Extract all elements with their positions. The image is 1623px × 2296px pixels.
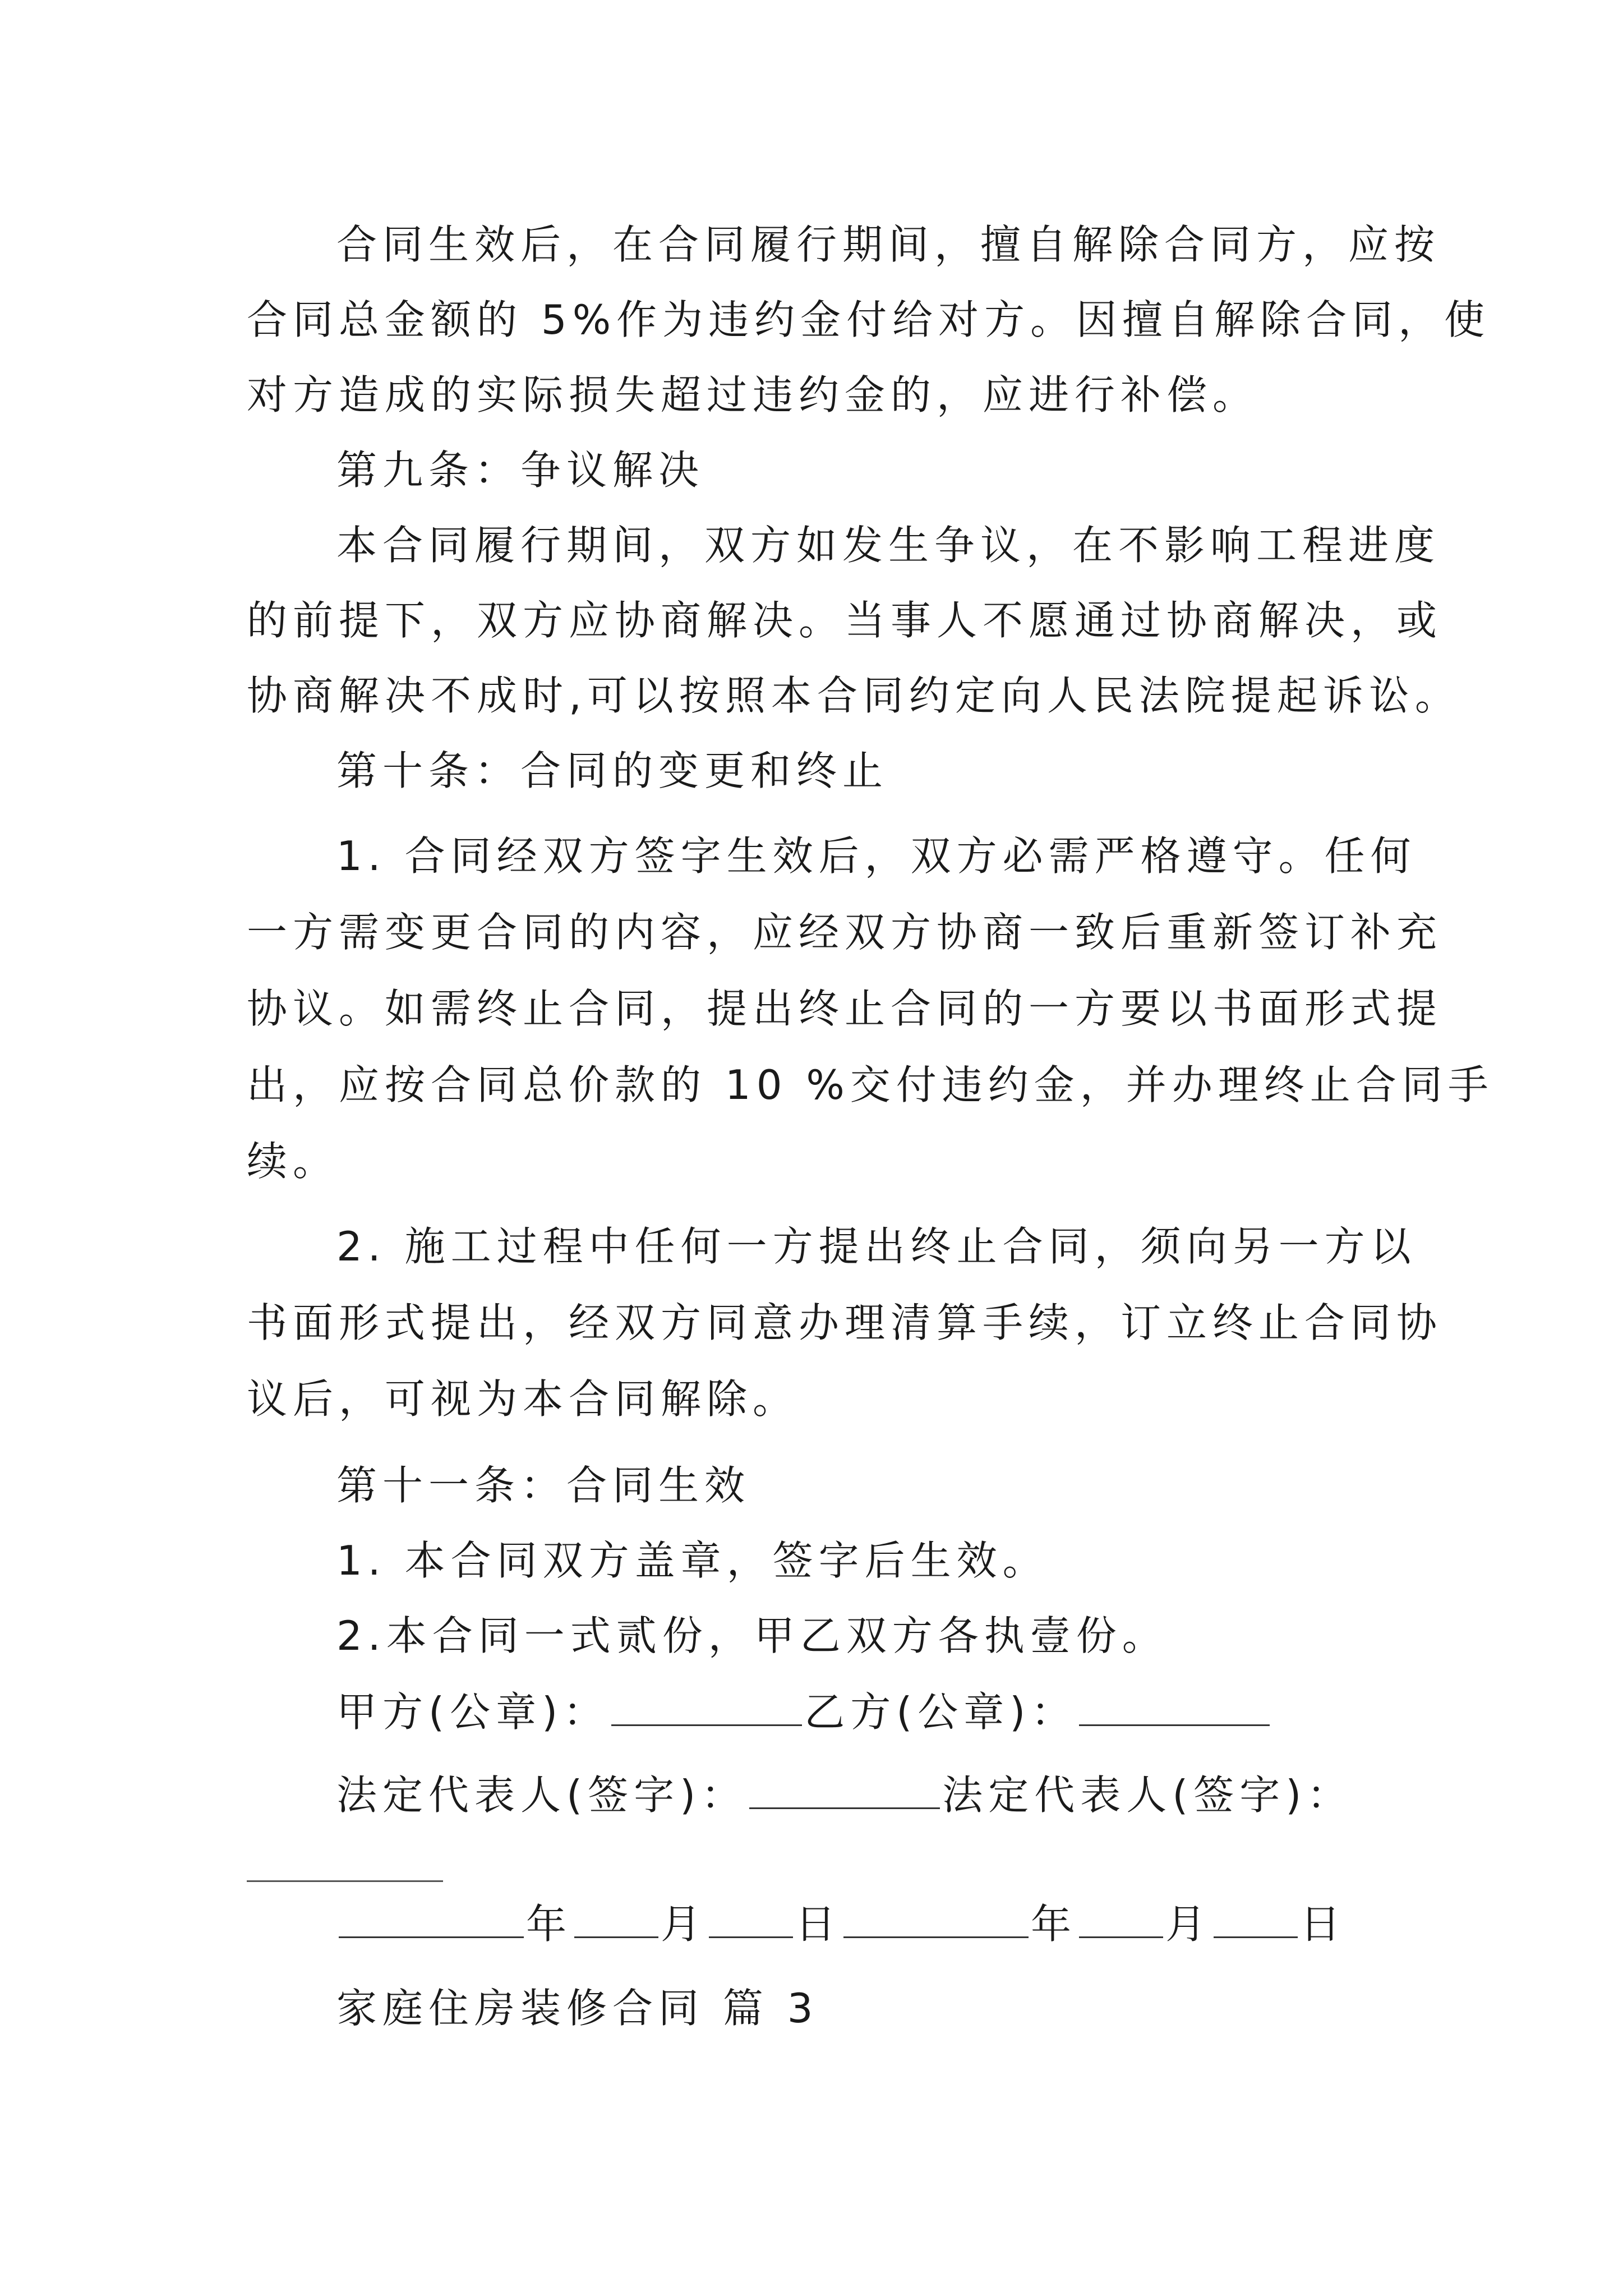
party-b-seal-label: 乙方(公章)： [804, 1688, 1077, 1736]
article-11-item-2: 2.本合同一式贰份，甲乙双方各执壹份。 [336, 1612, 1168, 1659]
rep-a-label: 法定代表人(签字)： [336, 1772, 748, 1819]
next-section-title: 家庭住房装修合同 篇 3 [336, 1985, 819, 2032]
paragraph-3-line-4: 出，应按合同总价款的 10 %交付违约金，并办理终止合同手 [247, 1061, 1494, 1108]
paragraph-2-line-1: 本合同履行期间，双方如发生争议，在不影响工程进度 [336, 522, 1441, 569]
year-b-label: 年 [1031, 1901, 1077, 1948]
paragraph-3-line-2: 一方需变更合同的内容，应经双方协商一致后重新签订补充 [247, 909, 1443, 956]
paragraph-4-line-3: 议后，可视为本合同解除。 [247, 1375, 799, 1423]
month-a-blank[interactable] [574, 1889, 658, 1938]
seal-line [336, 1677, 1385, 1745]
rep-b-label: 法定代表人(签字)： [942, 1772, 1353, 1819]
paragraph-3-line-5: 续。 [247, 1138, 339, 1185]
party-a-seal-label: 甲方(公章)： [336, 1688, 610, 1736]
article-11-heading: 第十一条：合同生效 [336, 1462, 751, 1509]
paragraph-2-line-2: 的前提下，双方应协商解决。当事人不愿通过协商解决，或 [247, 597, 1443, 644]
representative-line [336, 1760, 1385, 1828]
paragraph-3-line-1: 1. 合同经双方签字生效后，双方必需严格遵守。任何 [336, 832, 1417, 880]
year-a-blank[interactable] [339, 1889, 524, 1938]
paragraph-4-line-1: 2. 施工过程中任何一方提出终止合同，须向另一方以 [336, 1223, 1417, 1270]
paragraph-1-line-3: 对方造成的实际损失超过违约金的，应进行补偿。 [247, 371, 1259, 418]
year-a-label: 年 [526, 1901, 573, 1948]
day-b-blank[interactable] [1214, 1889, 1298, 1938]
paragraph-3-line-3: 协议。如需终止合同，提出终止合同的一方要以书面形式提 [247, 985, 1443, 1032]
paragraph-1-line-1: 合同生效后，在合同履行期间，擅自解除合同方，应按 [336, 221, 1441, 268]
day-b-label: 日 [1300, 1901, 1347, 1948]
article-11-item-1: 1. 本合同双方盖章，签字后生效。 [336, 1537, 1049, 1584]
party-b-seal-blank[interactable] [1079, 1677, 1270, 1726]
day-a-label: 日 [795, 1901, 842, 1948]
month-a-label: 月 [661, 1901, 707, 1948]
paragraph-4-line-2: 书面形式提出，经双方同意办理清算手续，订立终止合同协 [247, 1299, 1443, 1346]
paragraph-1-line-2: 合同总金额的 5%作为违约金付给对方。因擅自解除合同，使 [247, 296, 1491, 343]
party-a-seal-blank[interactable] [611, 1677, 802, 1726]
date-line [336, 1889, 1385, 1957]
paragraph-2-line-3: 协商解决不成时,可以按照本合同约定向人民法院提起诉讼。 [247, 672, 1461, 719]
year-b-blank[interactable] [843, 1889, 1029, 1938]
rep-b-blank[interactable] [247, 1880, 443, 1882]
article-9-heading: 第九条：争议解决 [336, 447, 705, 494]
month-b-blank[interactable] [1079, 1889, 1163, 1938]
article-10-heading: 第十条：合同的变更和终止 [336, 747, 889, 794]
rep-a-blank[interactable] [749, 1760, 940, 1809]
month-b-label: 月 [1165, 1901, 1212, 1948]
day-a-blank[interactable] [709, 1889, 793, 1938]
